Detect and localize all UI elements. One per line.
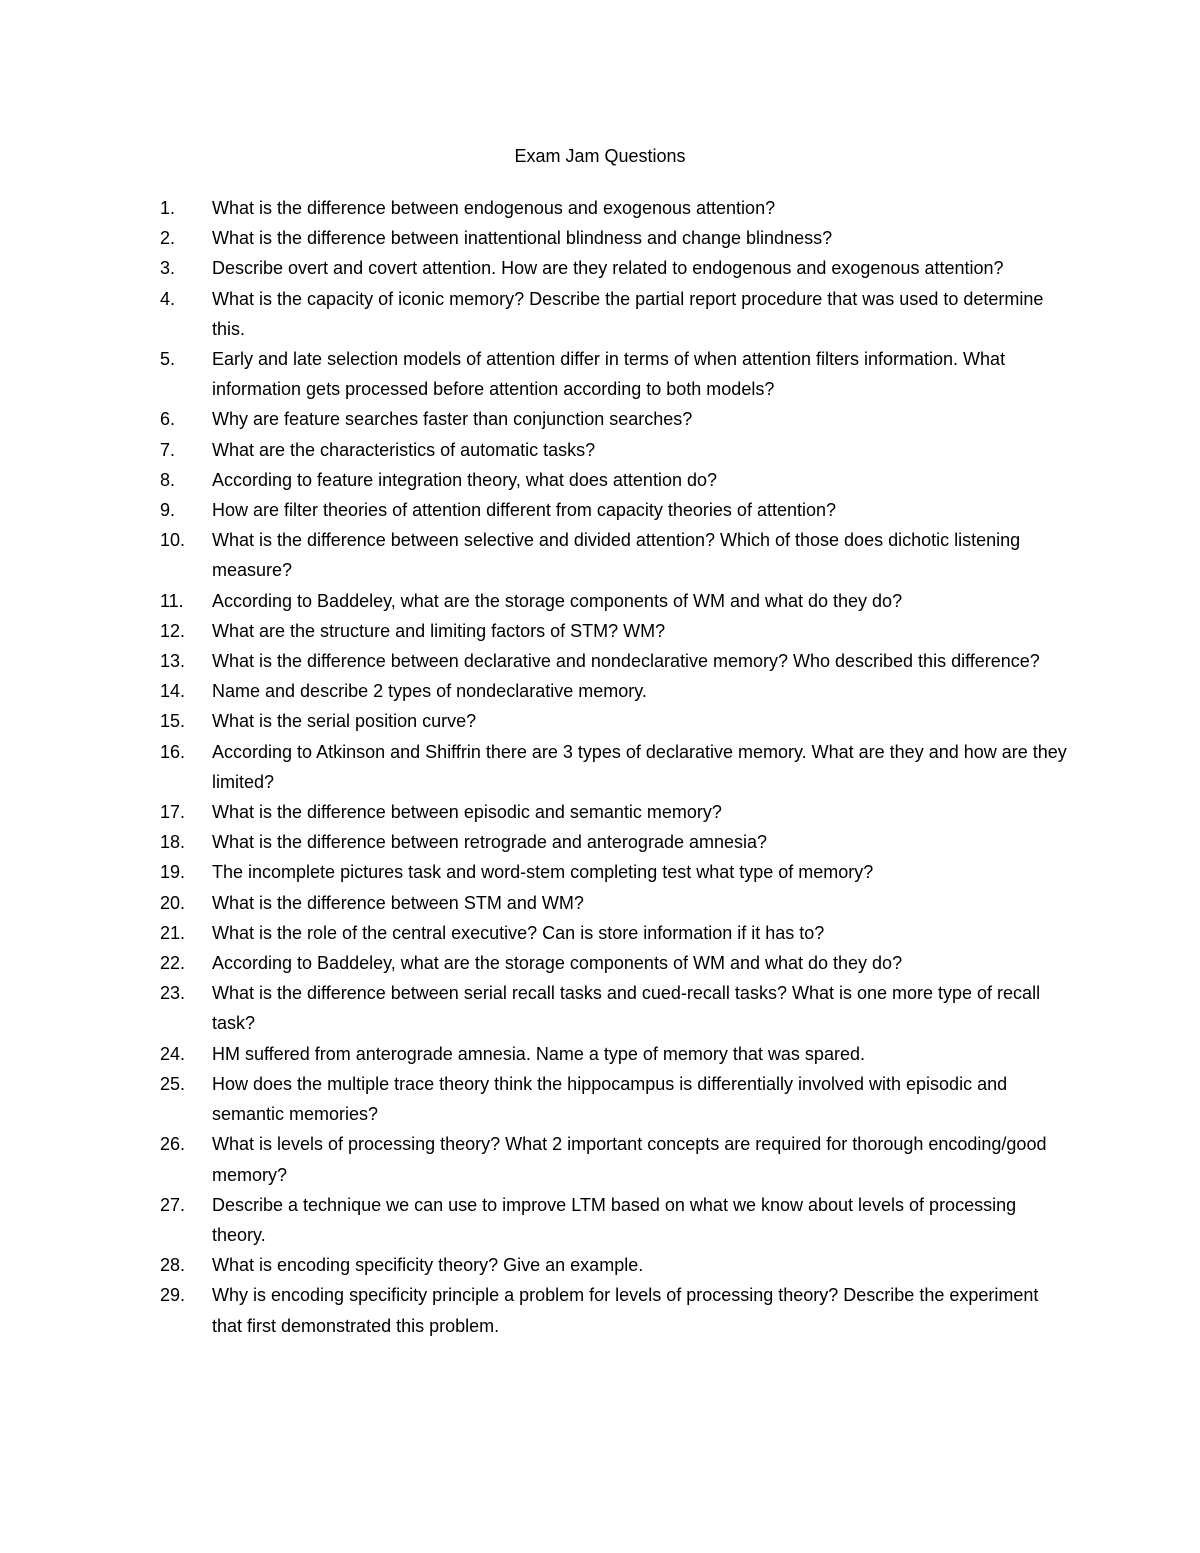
question-item xyxy=(160,1069,1070,1129)
question-number: 3. xyxy=(160,258,176,279)
question-number: 13. xyxy=(160,651,186,672)
question-number: 18. xyxy=(160,832,186,853)
question-text: What are the structure and limiting factors of STM? WM? xyxy=(212,620,666,641)
question-number: 9. xyxy=(160,500,176,521)
question-number: 11. xyxy=(160,590,184,611)
question-text: What is encoding specificity theory? Give an example. xyxy=(212,1255,644,1276)
question-item xyxy=(160,888,1070,918)
question-number: 8. xyxy=(160,469,176,490)
question-item xyxy=(160,857,1070,887)
question-text: According to feature integration theory, what does attention do? xyxy=(212,469,717,490)
question-number: 5. xyxy=(160,349,176,370)
question-text: Describe overt and covert attention. How are they related to endogenous and exogenous attention? xyxy=(212,258,1004,279)
question-text: What are the characteristics of automatic tasks? xyxy=(212,439,596,460)
question-text: What is levels of processing theory? What 2 important concepts are required for thorough encoding/good memory? xyxy=(212,1134,1047,1185)
question-item xyxy=(160,616,1070,646)
question-number: 1. xyxy=(160,198,176,218)
question-number: 22. xyxy=(160,953,186,974)
question-text: How does the multiple trace theory think the hippocampus is differentially involved with episodic and semantic memories? xyxy=(212,1073,1008,1125)
question-number: 17. xyxy=(160,802,186,823)
question-item xyxy=(160,1129,1070,1189)
question-number: 10. xyxy=(160,530,186,551)
page-title: Exam Jam Questions xyxy=(514,146,686,166)
question-text: HM suffered from anterograde amnesia. Name a type of memory that was spared. xyxy=(212,1043,865,1064)
question-text: Describe a technique we can use to improve LTM based on what we know about levels of processing theory. xyxy=(212,1194,1017,1245)
question-item xyxy=(160,1190,1070,1250)
question-text: What is the difference between inattentional blindness and change blindness? xyxy=(212,228,833,249)
question-item xyxy=(160,737,1070,797)
question-item xyxy=(160,1250,1070,1280)
question-number: 16. xyxy=(160,741,186,762)
question-item xyxy=(160,676,1070,706)
question-text: According to Baddeley, what are the storage components of WM and what do they do? xyxy=(212,590,903,611)
question-text: What is the difference between declarative and nondeclarative memory? Who described this difference? xyxy=(212,651,1040,672)
question-number: 21. xyxy=(160,922,186,943)
question-item xyxy=(160,1280,1070,1340)
question-number: 14. xyxy=(160,681,186,702)
question-text: What is the serial position curve? xyxy=(212,711,477,732)
question-number: 28. xyxy=(160,1255,186,1276)
question-item xyxy=(160,646,1070,676)
question-item xyxy=(160,465,1070,495)
question-item xyxy=(160,978,1070,1038)
question-item xyxy=(160,918,1070,948)
question-number: 15. xyxy=(160,711,186,732)
question-text: Why are feature searches faster than conjunction searches? xyxy=(212,409,693,430)
question-number: 4. xyxy=(160,288,176,309)
question-text: According to Atkinson and Shiffrin there are 3 types of declarative memory. What are they and how are they limited? xyxy=(212,741,1067,792)
question-item xyxy=(160,586,1070,616)
question-item xyxy=(160,253,1070,283)
question-item xyxy=(160,1039,1070,1069)
question-item xyxy=(160,525,1070,585)
question-list xyxy=(160,193,1070,1341)
question-text: What is the difference between endogenous and exogenous attention? xyxy=(212,198,776,218)
question-number: 24. xyxy=(160,1043,186,1064)
question-text: What is the capacity of iconic memory? Describe the partial report procedure that was used to determine this. xyxy=(212,288,1044,339)
question-number: 12. xyxy=(160,620,186,641)
question-item xyxy=(160,495,1070,525)
question-number: 7. xyxy=(160,439,176,460)
question-number: 29. xyxy=(160,1285,186,1306)
question-item xyxy=(160,706,1070,736)
question-number: 6. xyxy=(160,409,176,430)
question-text: How are filter theories of attention different from capacity theories of attention? xyxy=(212,500,837,521)
question-text: Why is encoding specificity principle a problem for levels of processing theory? Describe the experiment that first demonstrated this problem. xyxy=(212,1285,1039,1336)
question-item xyxy=(160,797,1070,827)
question-text: Early and late selection models of attention differ in terms of when attention filters information. What information gets processed before attention according to both models? xyxy=(212,349,1006,400)
question-number: 2. xyxy=(160,228,176,249)
question-text: What is the role of the central executive? Can is store information if it has to? xyxy=(212,922,825,943)
question-text: The incomplete pictures task and word-stem completing test what type of memory? xyxy=(212,862,874,883)
question-text: Name and describe 2 types of nondeclarative memory. xyxy=(212,681,647,702)
question-number: 23. xyxy=(160,983,186,1004)
question-item xyxy=(160,827,1070,857)
question-item xyxy=(160,948,1070,978)
question-text: What is the difference between serial recall tasks and cued-recall tasks? What is one more type of recall task? xyxy=(212,983,1041,1034)
question-number: 26. xyxy=(160,1134,186,1155)
question-number: 19. xyxy=(160,862,186,883)
question-item xyxy=(160,435,1070,465)
question-item xyxy=(160,223,1070,253)
question-number: 20. xyxy=(160,892,186,913)
question-text: What is the difference between selective and divided attention? Which of those does dichotic listening measure? xyxy=(212,530,1021,581)
question-text: According to Baddeley, what are the storage components of WM and what do they do? xyxy=(212,953,903,974)
question-item xyxy=(160,404,1070,434)
question-number: 27. xyxy=(160,1194,186,1215)
question-text: What is the difference between retrograde and anterograde amnesia? xyxy=(212,832,768,853)
question-item xyxy=(160,193,1070,223)
question-text: What is the difference between episodic and semantic memory? xyxy=(212,802,722,823)
question-item xyxy=(160,284,1070,344)
question-text: What is the difference between STM and WM? xyxy=(212,892,584,913)
question-number: 25. xyxy=(160,1073,186,1094)
question-item xyxy=(160,344,1070,404)
